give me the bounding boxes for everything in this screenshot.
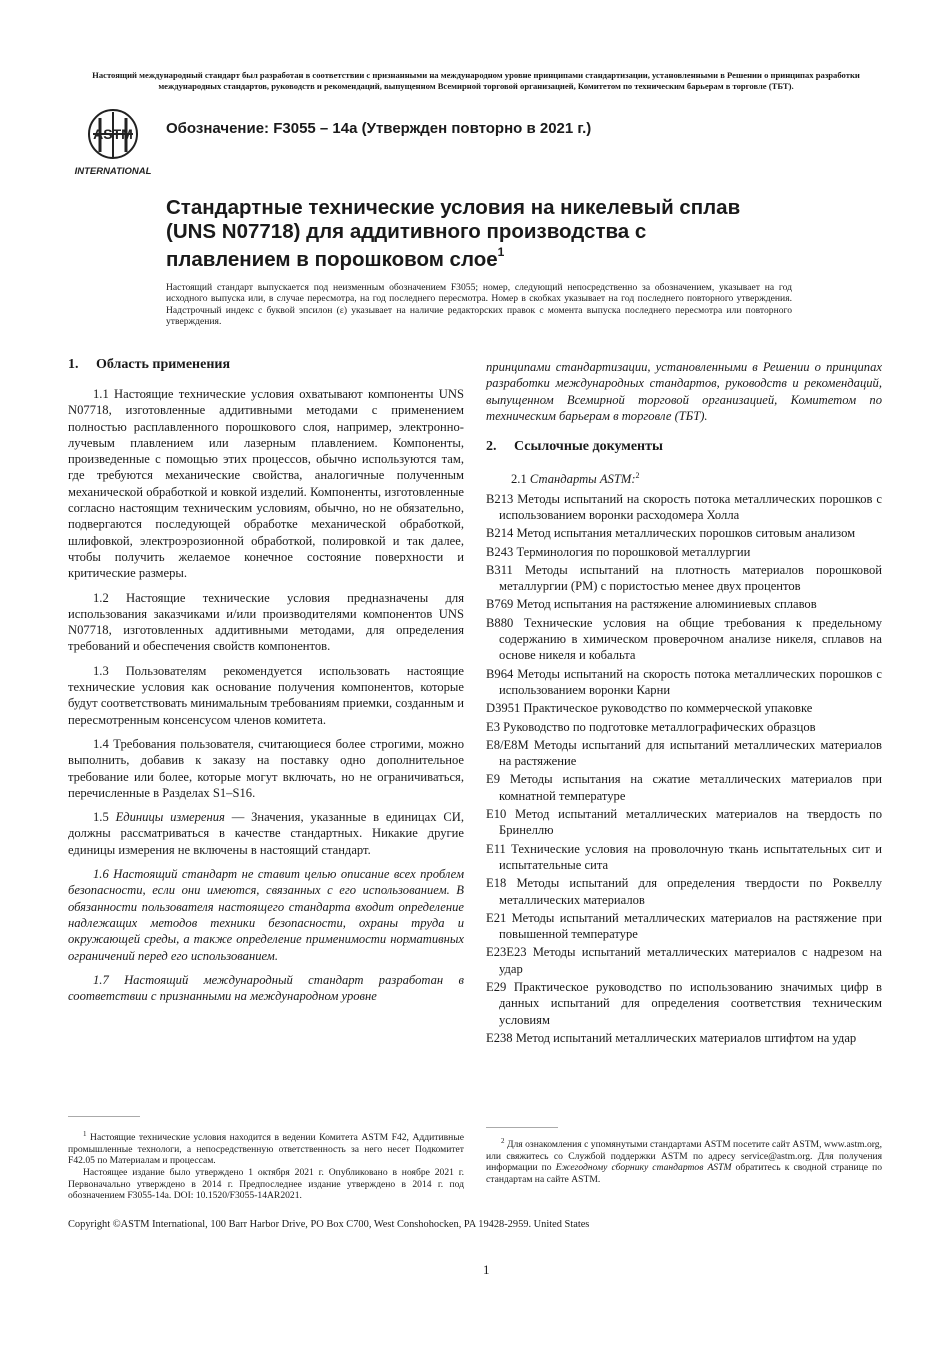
paragraph-1-5-text: — Значения, указанные в единицах СИ, должны рассматриваться в качестве стандартных. Никакие другие единицы измерения не включены в настоящий стандарт. — [68, 810, 464, 857]
reference-item[interactable]: B769 Метод испытания на растяжение алюминиевых сплавов — [486, 597, 817, 612]
standard-designation: Обозначение: F3055 – 14a (Утвержден повторно в 2021 г.) — [166, 120, 592, 137]
footnote-2 — [486, 1136, 882, 1186]
reference-item[interactable]: B311 Методы испытаний на плотность материалов порошковой металлургии (PM) с пористостью менее двух процентов — [486, 562, 882, 594]
section-2-heading — [486, 438, 882, 456]
footnote-2-mark: 2 — [501, 1137, 505, 1145]
footnote-2-ref[interactable]: 2 — [635, 471, 640, 481]
footnote-1-committee-text: Настоящие технические условия находится в ведении Комитета ASTM F42, Аддитивные промышленные технологи, а непосредственную ответственность за него несет Подкомитет F42.05 по Материалам и процессам. — [68, 1132, 464, 1167]
paragraph-1-1: 1.1 Настоящие технические условия охватывают компоненты UNS N07718, изготовленные аддитивными методами с применением полностью расплавленного порошкового слоя, например, электронно-лучевым плавлением или лазерным плавлением. Компоненты, произведенные с помощью этих процессов, обычно используются там, где требуются механические свойства, аналогичные полученным механической обработкой и ковкой изделий. Компоненты, изготовленные согласно настоящим техническим условиям, обычно, но не обязательно, подвергаются последующей обработке механической обработкой, шлифовкой, электроэрозионной обработкой, полировкой и так далее, чтобы получить желаемое конечное состояние поверхности и критические размеры. — [68, 387, 464, 581]
footnote-1-committee — [68, 1129, 464, 1167]
reference-item[interactable]: E11 Технические условия на проволочную ткань испытательных сит и испытательные сита — [486, 841, 882, 872]
subsection-2-1-number: 2.1 — [511, 472, 527, 487]
subsection-2-1 — [486, 468, 882, 487]
paragraph-1-5-label: Единицы измерения — [115, 810, 225, 825]
reference-item[interactable]: E21 Методы испытаний металлических материалов на растяжение при повышенной температуре — [486, 910, 882, 942]
paragraph-1-4: 1.4 Требования пользователя, считающиеся более строгими, можно выполнить, добавив к заказу на поставку одно дополнительное требование или более, которые могут включать, но не ограничиваться, перечисленные в Разделах S1–S16. — [68, 736, 464, 800]
copyright-line: Copyright ©ASTM International, 100 Barr Harbor Drive, PO Box C700, West Conshohocken, PA 19428-2959. United States — [68, 1219, 590, 1230]
document-title — [166, 196, 766, 271]
reference-item[interactable]: B243 Терминология по порошковой металлургии — [486, 544, 751, 559]
reference-item[interactable]: E8/E8M Методы испытаний для испытаний металлических материалов на растяжение — [486, 737, 882, 769]
section-1-title: Область применения — [96, 357, 231, 372]
paragraph-1-7-continued: принципами стандартизации, установленными в Решении о принципах разработки международных стандартов, руководств и рекомендаций, выпущенном Всемирной торговой организацией, Комитетом по техническим барьерам в торговле (ТБТ). — [486, 360, 882, 423]
section-1-number: 1. — [68, 357, 79, 372]
paragraph-1-5 — [68, 809, 464, 858]
footnote-1 — [68, 1129, 464, 1202]
reference-item[interactable]: B880 Технические условия на общие требования к предельному содержанию в химическом проверочном анализе никеля, сплавов на основе никеля и кобальта — [486, 615, 882, 663]
astm-logo-wordmark: INTERNATIONAL — [74, 166, 152, 177]
issuance-note: Настоящий стандарт выпускается под неизменным обозначением F3055; номер, следующий непосредственно за обозначением, указывает на год исходного выпуска или, в случае пересмотра, на год последнего пересмотра. Номер в скобках указывает на год последнего повторного утверждения. Надстрочный индекс с буквой эпсилон (ε) указывает на наличие редакторских правок с момента выпуска последнего пересмотра или повторного утверждения. — [166, 282, 792, 328]
paragraph-1-7: 1.7 Настоящий международный стандарт разработан в соответствии с признанными на международном уровне — [68, 972, 464, 1004]
document-title-text: Стандартные технические условия на никелевый сплав (UNS N07718) для аддитивного производства с плавлением в порошковом слое — [166, 196, 741, 271]
paragraph-1-6: 1.6 Настоящий стандарт не ставит целью описание всех проблем безопасности, если они имеются, связанных с его использованием. В обязанности пользователя настоящего стандарта входит определение надлежащих методов техники безопасности, охраны труда и окружающей среды, а также определение применимости нормативных ограничений перед его использованием. — [68, 867, 464, 963]
reference-item[interactable]: B214 Метод испытания металлических порошков ситовым анализом — [486, 526, 856, 541]
subsection-2-1-label: Стандарты ASTM: — [529, 472, 636, 487]
astm-logo — [66, 108, 160, 178]
footnote-divider-left — [68, 1116, 140, 1117]
paragraph-1-5-number: 1.5 — [93, 810, 109, 825]
reference-item[interactable]: E29 Практическое руководство по использованию значимых цифр в данных испытаний для определения соответствия техническим условиям — [486, 979, 882, 1027]
reference-item[interactable]: E9 Методы испытания на сжатие металлических материалов при комнатной температуре — [486, 772, 882, 803]
section-1-heading — [68, 356, 464, 374]
reference-item[interactable]: D3951 Практическое руководство по коммерческой упаковке — [486, 701, 813, 716]
footnote-1-mark: 1 — [83, 1130, 87, 1138]
footnote-2-end: обратитесь к сводной странице по стандартам на сайте ASTM. — [486, 1162, 882, 1185]
left-column — [68, 356, 464, 1012]
footnote-divider-right — [486, 1127, 558, 1128]
paragraph-1-3: 1.3 Пользователям рекомендуется использовать настоящие технические условия как основание получения компонентов, которые будут соответствовать минимальным требованиям приемки, созданным и пересмотренным консенсусом членов комитета. — [68, 663, 464, 727]
section-2-number: 2. — [486, 439, 497, 455]
page-number: 1 — [483, 1262, 490, 1277]
reference-item[interactable]: E18 Методы испытаний для определения твердости по Роквеллу металлических материалов — [486, 876, 882, 907]
reference-item[interactable]: B964 Методы испытаний на скорость потока металлических порошков с использованием воронки Карни — [486, 666, 882, 697]
footnote-2-text — [486, 1136, 882, 1186]
footnote-2-italic: Ежегодному сборнику стандартов ASTM — [555, 1162, 732, 1174]
title-footnote-ref[interactable]: 1 — [497, 245, 505, 259]
section-2-title: Ссылочные документы — [514, 439, 663, 455]
international-standard-notice: Настоящий международный стандарт был разработан в соответствии с признанными на международном уровне принципами стандартизации, установленными в Решении о принципах разработки международных стандартов, руководств и рекомендаций, выпущенном Всемирной торговой организацией, Комитетом по техническим барьерам в торговле (ТБТ). — [92, 70, 860, 91]
right-column — [486, 356, 882, 1048]
reference-item[interactable]: E3 Руководство по подготовке металлографических образцов — [486, 719, 816, 734]
footnote-1-approval: Настоящее издание было утверждено 1 октября 2021 г. Опубликовано в ноябре 2021 г. Первоначально утверждено в 2014 г. Предпоследнее издание утверждено в 2014 г. под обозначением F3055-14a. DOI: 10.1520/F3055-14AR2021. — [68, 1166, 464, 1202]
reference-item[interactable]: E10 Метод испытаний металлических материалов на твердость по Бринеллю — [486, 807, 882, 838]
reference-item[interactable]: E238 Метод испытаний металлических материалов штифтом на удар — [486, 1030, 857, 1045]
paragraph-1-2: 1.2 Настоящие технические условия предназначены для использования заказчиками и/или производителями компонентов UNS N07718, изготовленных аддитивными методами, для определения требований и обеспечения свойств компонентов. — [68, 590, 464, 654]
reference-item[interactable]: B213 Методы испытаний на скорость потока металлических порошков с использованием воронки расходомера Холла — [486, 491, 882, 522]
astm-logo-letters: ASTM — [93, 126, 133, 142]
reference-item[interactable]: E23E23 Методы испытаний металлических материалов с надрезом на удар — [486, 945, 882, 976]
footnote-2-body: Для ознакомления с упомянутыми стандартами ASTM посетите сайт ASTM, www.astm.org, или свяжитесь со Службой поддержки ASTM по адресу service@astm.org. Для получения информации по — [486, 1139, 883, 1174]
referenced-standards-list — [486, 491, 882, 1047]
